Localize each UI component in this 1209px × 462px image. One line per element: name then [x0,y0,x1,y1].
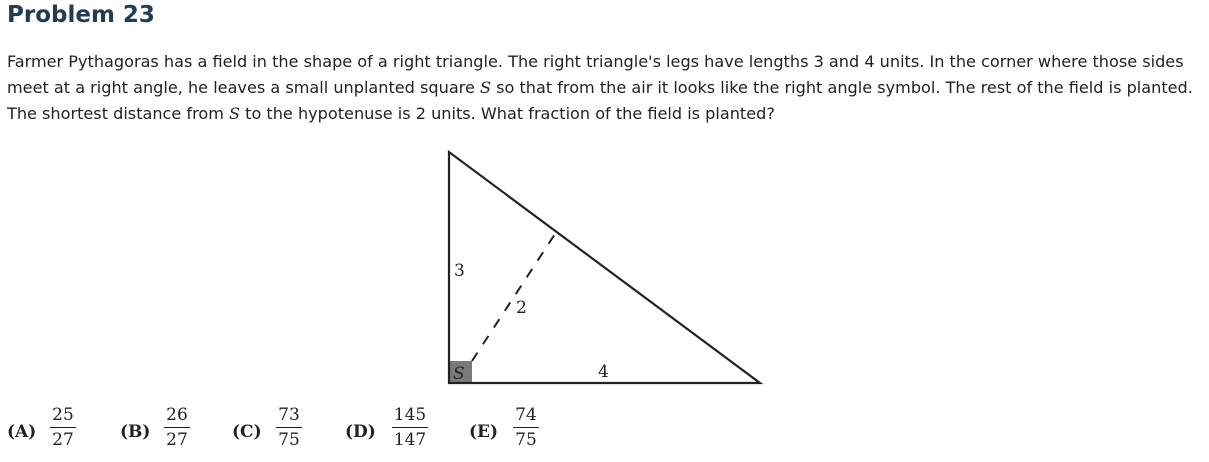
numerator: 26 [166,405,188,425]
fraction [276,404,302,451]
choice-letter: (B) [120,422,151,442]
fraction-bar [164,427,190,428]
fraction [392,404,428,451]
square-label: S [453,364,465,384]
distance-label: 2 [516,298,527,318]
denominator: 147 [393,430,427,450]
numerator: 145 [393,405,427,425]
denominator: 75 [515,430,537,450]
choice-letter: (E) [469,422,499,442]
statement-text-3: to the hypotenuse is 2 units. What fraction of the field is planted? [240,104,775,123]
denominator: 27 [166,430,188,450]
leg-horizontal-label: 4 [598,362,609,382]
numerator: 74 [515,405,537,425]
fraction-bar [276,427,302,428]
statement-text-1: Farmer Pythagoras has a field in the shape of a right triangle. The right triangle's legs have lengths 3 and 4 units. In the corner where those sides meet at a right angle, he leaves a small unplanted square [7,52,1184,97]
distance-dashed-line [472,234,555,361]
leg-vertical-label: 3 [454,261,465,281]
fraction-bar [50,427,76,428]
denominator: 27 [52,430,74,450]
choice-letter: (A) [7,422,37,442]
fraction [164,404,190,451]
numerator: 73 [278,405,300,425]
fraction-bar [392,427,428,428]
statement-text-2: so that from the air it looks like the right angle symbol. The rest of the field is planted. The shortest distance from [7,78,1193,123]
choice-letter: (D) [345,422,376,442]
answer-choices [0,404,600,462]
fraction [50,404,76,451]
right-triangle [449,152,760,383]
denominator: 75 [278,430,300,450]
page-title: Problem 23 [7,2,155,28]
numerator: 25 [52,405,74,425]
choice-letter: (C) [232,422,262,442]
fraction-bar [513,427,539,428]
math-variable-s: S [229,104,241,123]
math-variable-s: S [479,78,491,97]
fraction [513,404,539,451]
